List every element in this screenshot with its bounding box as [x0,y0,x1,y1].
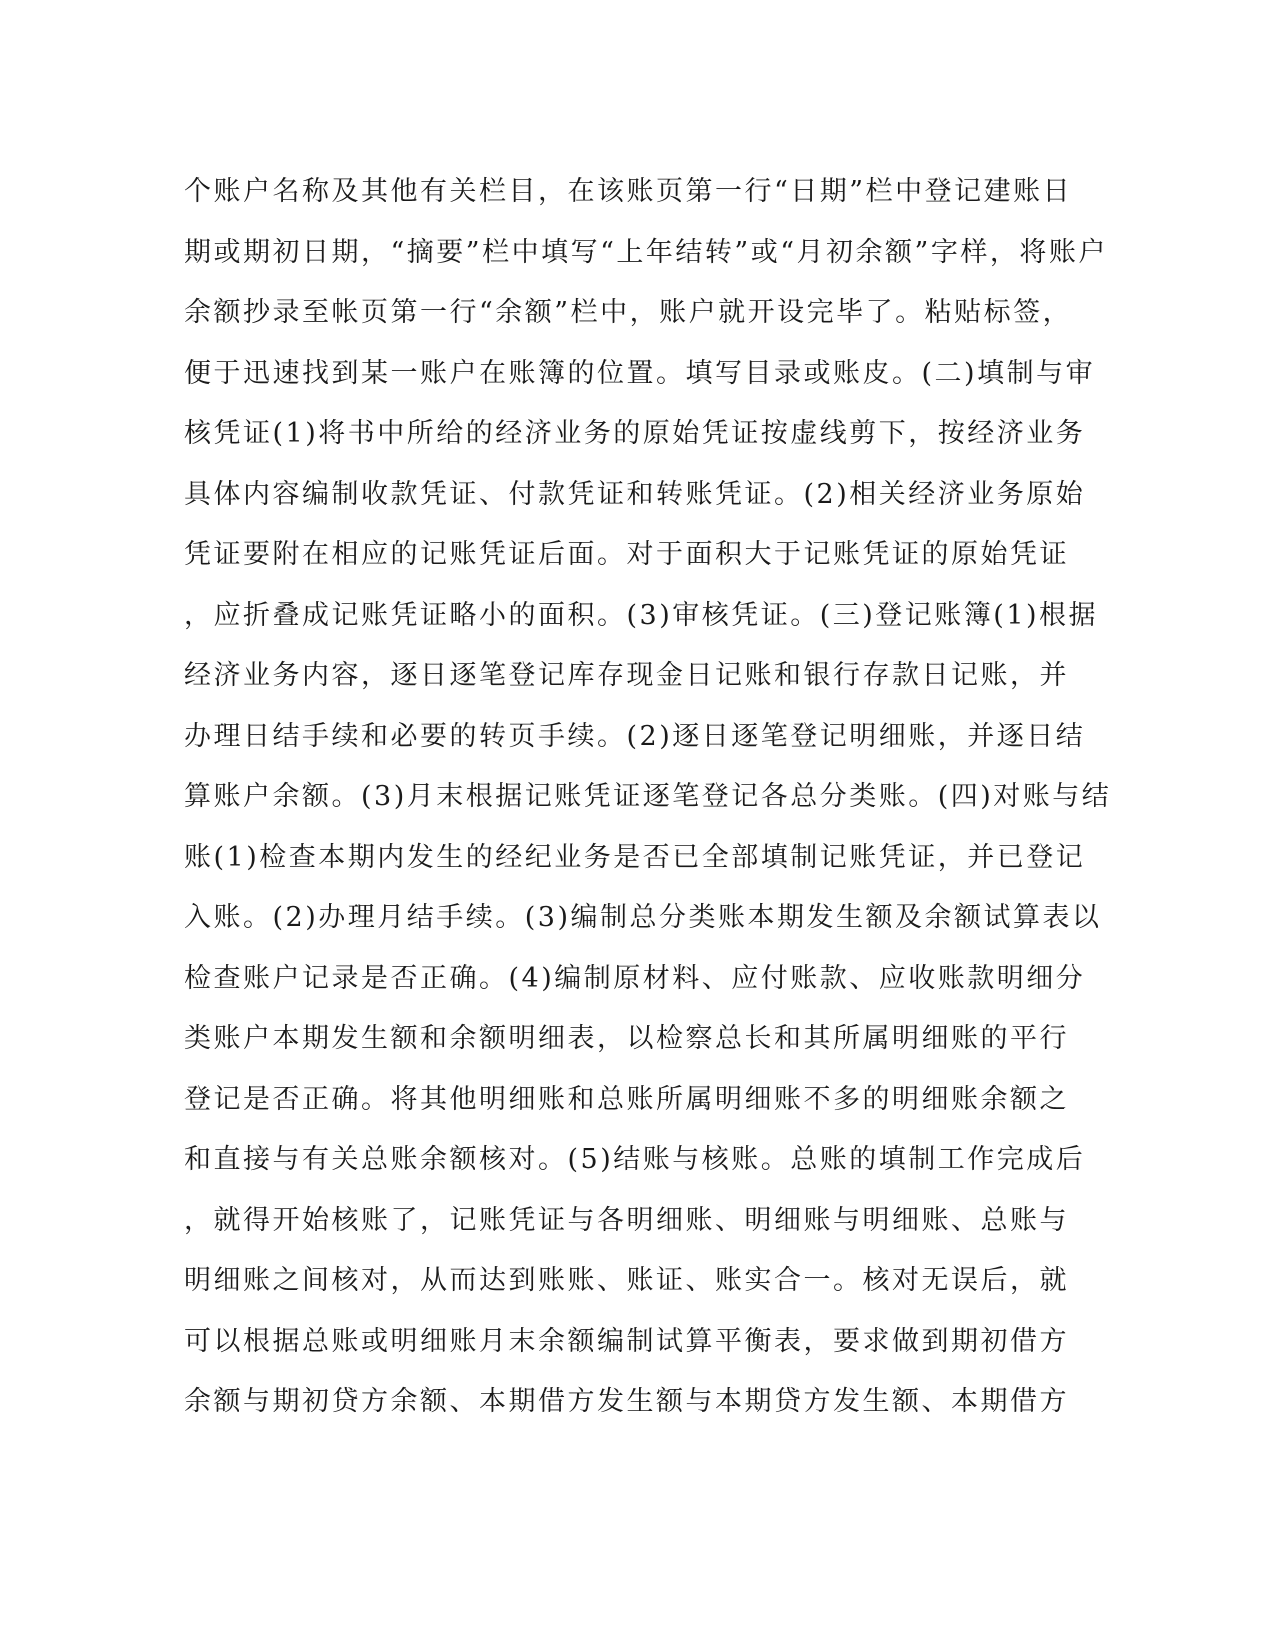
text-line: 核凭证(1)将书中所给的经济业务的原始凭证按虚线剪下，按经济业务 [184,418,1086,449]
text-line: 便于迅速找到某一账户在账簿的位置。填写目录或账皮。(二)填制与审 [184,357,1096,389]
text-line: 办理日结手续和必要的转页手续。(2)逐日逐笔登记明细账，并逐日结 [184,720,1086,752]
text-line: 账(1)检查本期内发生的经纪业务是否已全部填制记账凭证，并已登记 [184,841,1086,873]
text-line: 检查账户记录是否正确。(4)编制原材料、应付账款、应收账款明细分 [184,962,1086,994]
text-line: ，就得开始核账了，记账凭证与各明细账、明细账与明细账、总账与 [184,1204,1069,1236]
text-line: 明细账之间核对，从而达到账账、账证、账实合一。核对无误后，就 [184,1265,1069,1296]
text-line: 具体内容编制收款凭证、付款凭证和转账凭证。(2)相关经济业务原始 [184,478,1086,510]
text-line: 经济业务内容，逐日逐笔登记库存现金日记账和银行存款日记账，并 [184,660,1069,691]
body-text [184,162,1112,1433]
text-line: 凭证要附在相应的记账凭证后面。对于面积大于记账凭证的原始凭证 [184,539,1069,570]
text-line: 算账户余额。(3)月末根据记账凭证逐笔登记各总分类账。(四)对账与结 [184,781,1112,812]
text-line: 余额与期初贷方余额、本期借方发生额与本期贷方发生额、本期借方 [184,1386,1069,1417]
text-line: 可以根据总账或明细账月末余额编制试算平衡表，要求做到期初借方 [184,1325,1069,1357]
text-line: 类账户本期发生额和余额明细表，以检察总长和其所属明细账的平行 [184,1023,1069,1054]
text-line: 登记是否正确。将其他明细账和总账所属明细账不多的明细账余额之 [184,1083,1069,1115]
text-line: 期或期初日期，“摘要”栏中填写“上年结转”或“月初余额”字样，将账户 [184,236,1108,268]
text-line: ，应折叠成记账凭证略小的面积。(3)审核凭证。(三)登记账簿(1)根据 [184,599,1099,631]
text-line: 和直接与有关总账余额核对。(5)结账与核账。总账的填制工作完成后 [184,1144,1086,1175]
text-line: 入账。(2)办理月结手续。(3)编制总分类账本期发生额及余额试算表以 [184,902,1102,933]
text-line: 个账户名称及其他有关栏目，在该账页第一行“日期”栏中登记建账日 [184,176,1073,207]
text-line: 余额抄录至帐页第一行“余额”栏中，账户就开设完毕了。粘贴标签， [184,297,1073,328]
